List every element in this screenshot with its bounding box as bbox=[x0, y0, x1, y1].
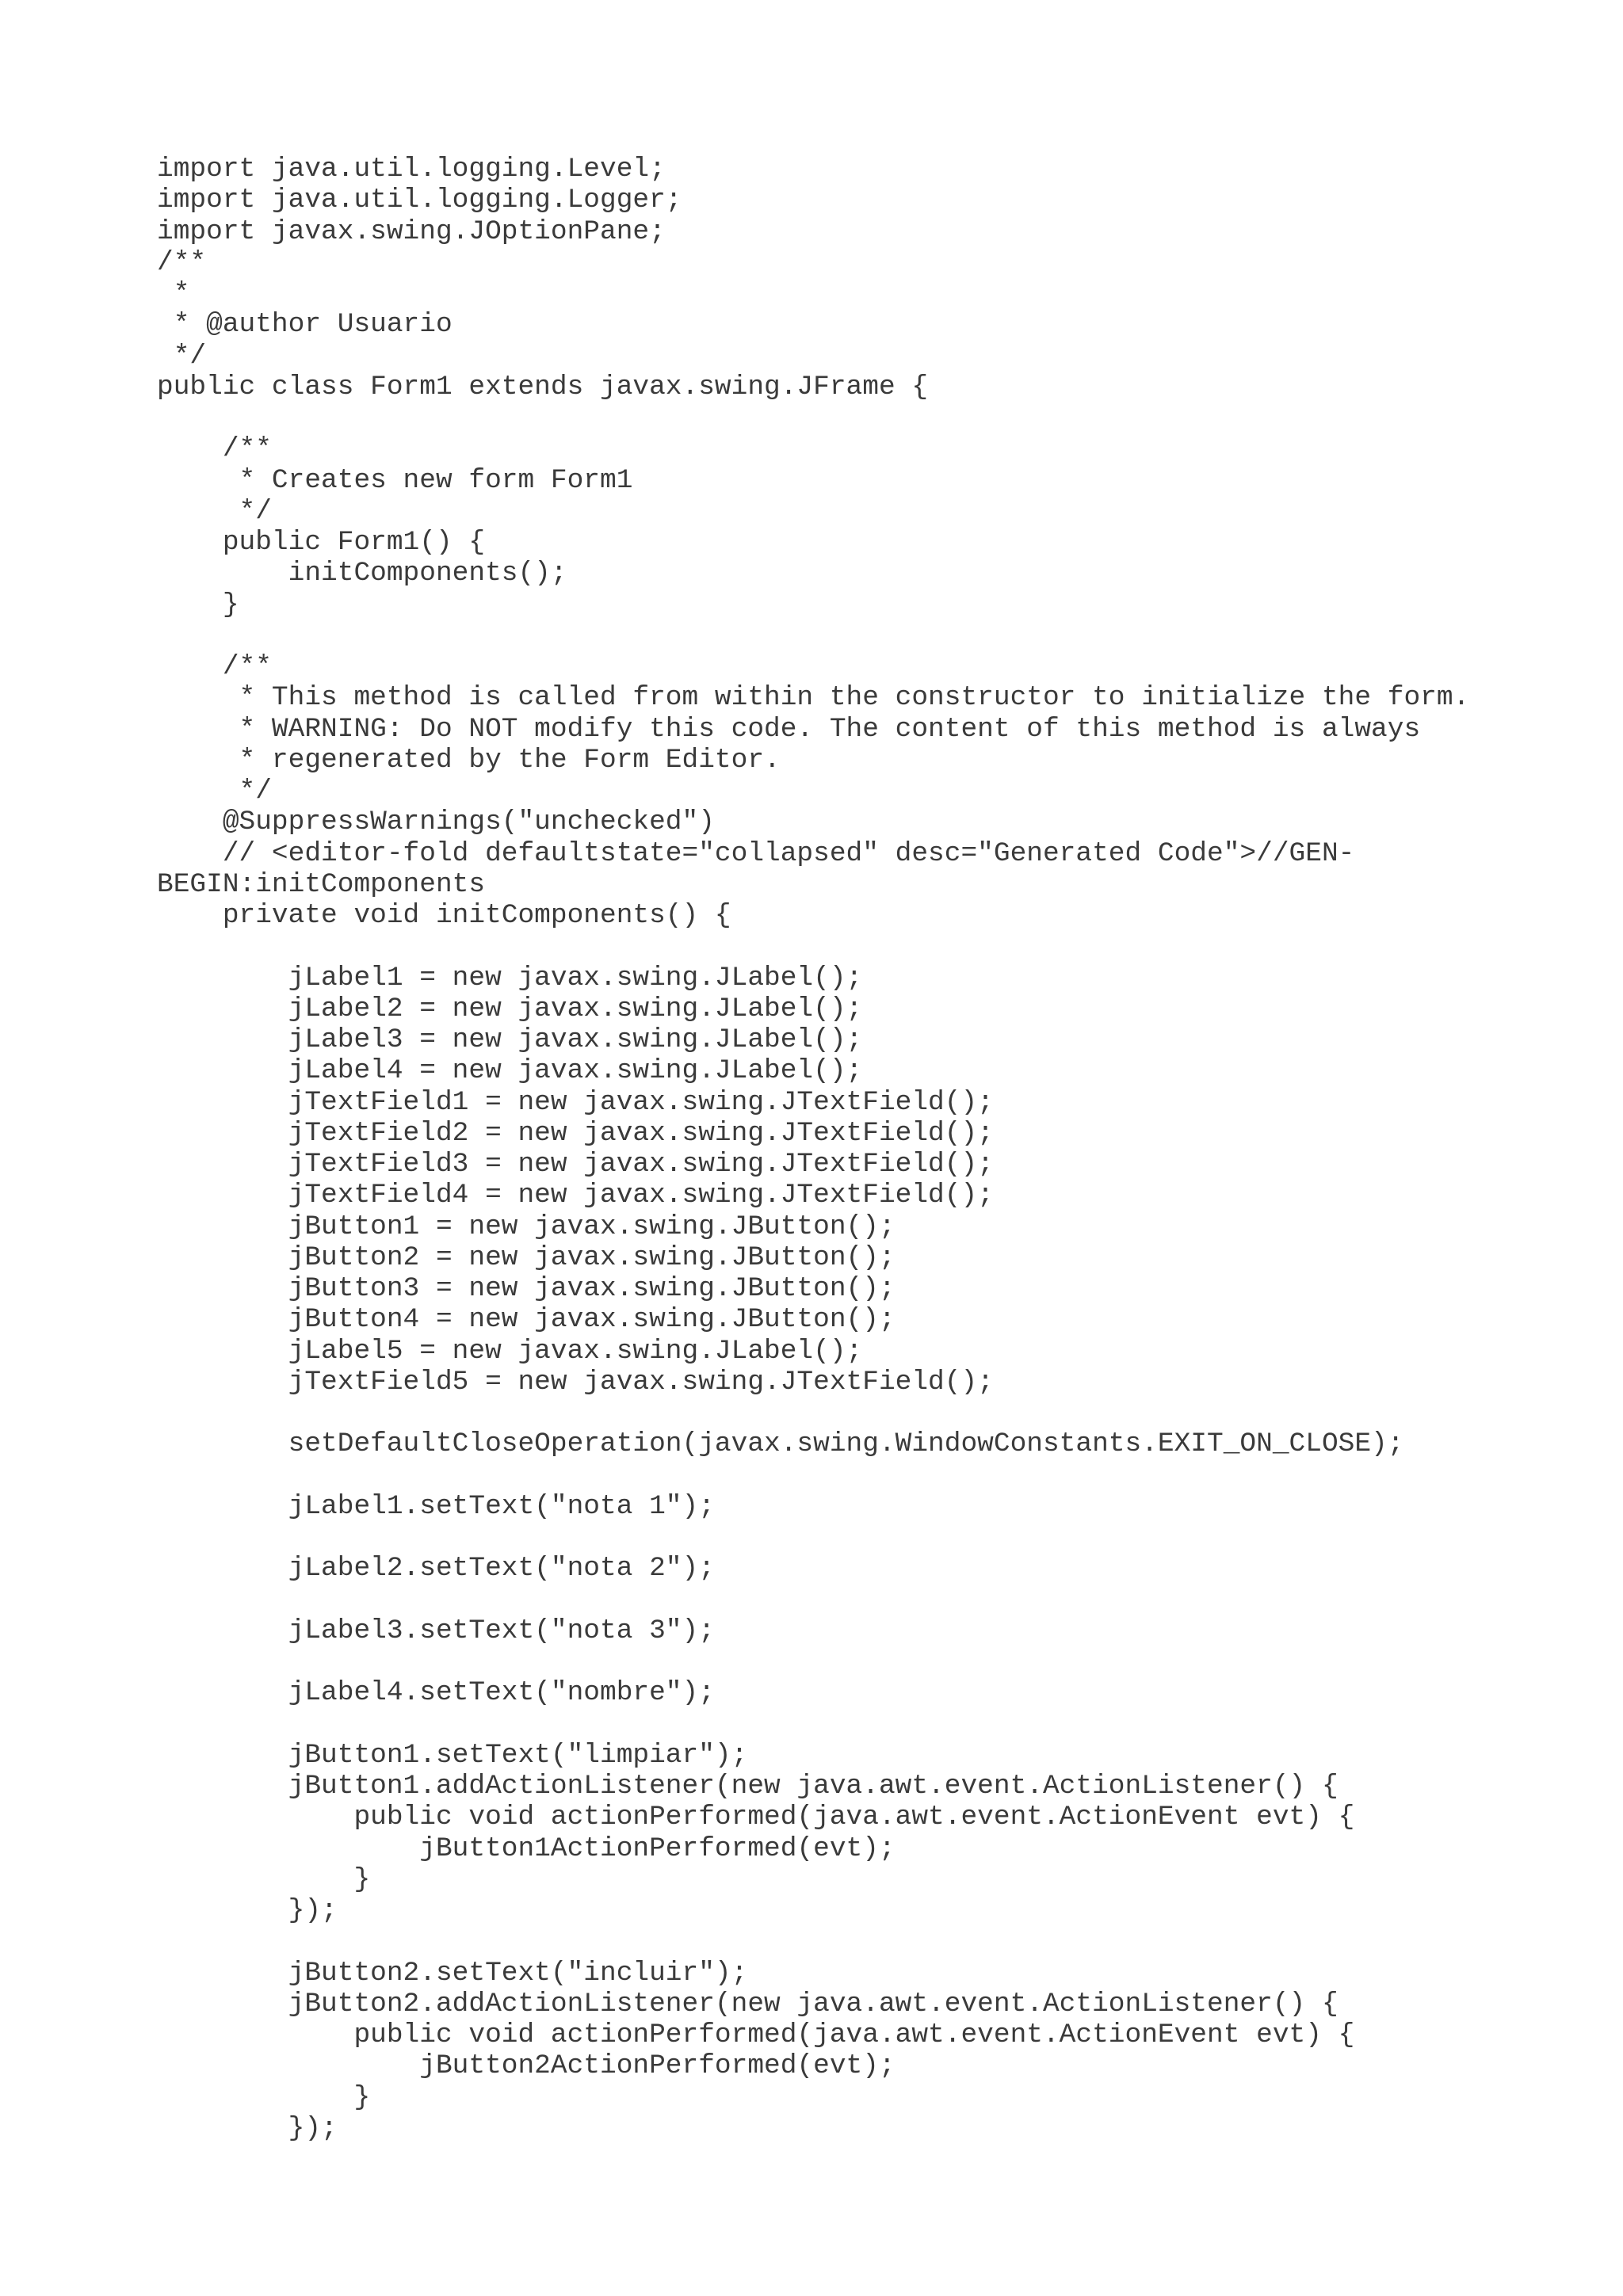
code-line: jTextField1 = new javax.swing.JTextField(); bbox=[157, 1086, 994, 1118]
code-line: * WARNING: Do NOT modify this code. The content of this method is always bbox=[157, 713, 1421, 745]
code-line: private void initComponents() { bbox=[157, 900, 731, 931]
code-line: setDefaultCloseOperation(javax.swing.WindowConstants.EXIT_ON_CLOSE); bbox=[157, 1428, 1404, 1460]
code-line: jButton2 = new javax.swing.JButton(); bbox=[157, 1241, 896, 1273]
code-line bbox=[157, 1926, 1469, 1957]
code-line: BEGIN:initComponents bbox=[157, 868, 486, 900]
code-line bbox=[157, 931, 1469, 962]
code-line: */ bbox=[157, 495, 272, 527]
code-line: jButton1ActionPerformed(evt); bbox=[157, 1833, 896, 1864]
code-line: jLabel3 = new javax.swing.JLabel(); bbox=[157, 1024, 863, 1055]
code-line: * This method is called from within the constructor to initialize the form. bbox=[157, 682, 1470, 714]
code-line: public class Form1 extends javax.swing.JFrame { bbox=[157, 371, 929, 402]
code-line bbox=[157, 1646, 1469, 1677]
code-line bbox=[157, 1398, 1469, 1428]
code-line: @SuppressWarnings("unchecked") bbox=[157, 807, 715, 838]
code-line: } bbox=[157, 589, 239, 620]
code-line: jLabel1.setText("nota 1"); bbox=[157, 1490, 715, 1522]
code-line: import java.util.logging.Logger; bbox=[157, 185, 682, 216]
code-line: jButton2.setText("incluir"); bbox=[157, 1957, 748, 1989]
code-line: jButton4 = new javax.swing.JButton(); bbox=[157, 1304, 896, 1336]
code-line: jLabel5 = new javax.swing.JLabel(); bbox=[157, 1335, 863, 1367]
code-line: import java.util.logging.Level; bbox=[157, 154, 666, 185]
code-line bbox=[157, 402, 1469, 433]
code-line: * bbox=[157, 278, 190, 309]
code-line: public void actionPerformed(java.awt.event.ActionEvent evt) { bbox=[157, 2019, 1355, 2050]
code-line: jButton1.addActionListener(new java.awt.event.ActionListener() { bbox=[157, 1771, 1338, 1802]
code-line: public void actionPerformed(java.awt.event.ActionEvent evt) { bbox=[157, 1802, 1355, 1833]
code-line: /** bbox=[157, 651, 272, 682]
code-line: } bbox=[157, 2081, 371, 2113]
code-line: jTextField3 = new javax.swing.JTextField(); bbox=[157, 1149, 994, 1180]
code-line: // <editor-fold defaultstate="collapsed" desc="Generated Code">//GEN- bbox=[157, 837, 1355, 869]
code-line: * @author Usuario bbox=[157, 309, 453, 341]
code-line: jLabel3.setText("nota 3"); bbox=[157, 1615, 715, 1646]
code-line: jButton3 = new javax.swing.JButton(); bbox=[157, 1273, 896, 1304]
code-line bbox=[157, 1460, 1469, 1491]
source-code-block bbox=[157, 154, 1469, 2144]
code-line bbox=[157, 1522, 1469, 1553]
code-line: jTextField2 = new javax.swing.JTextField(); bbox=[157, 1117, 994, 1149]
code-line: */ bbox=[157, 340, 207, 372]
code-line bbox=[157, 1709, 1469, 1740]
code-line: */ bbox=[157, 776, 272, 807]
code-line: jButton2.addActionListener(new java.awt.event.ActionListener() { bbox=[157, 1988, 1338, 2019]
code-line: /** bbox=[157, 246, 207, 278]
code-line: jLabel4 = new javax.swing.JLabel(); bbox=[157, 1055, 863, 1087]
code-line: jButton1 = new javax.swing.JButton(); bbox=[157, 1211, 896, 1242]
code-line: jTextField4 = new javax.swing.JTextField(); bbox=[157, 1180, 994, 1211]
code-line: }); bbox=[157, 2112, 338, 2144]
code-line bbox=[157, 620, 1469, 651]
code-line: jTextField5 = new javax.swing.JTextField(); bbox=[157, 1366, 994, 1398]
code-line: import javax.swing.JOptionPane; bbox=[157, 215, 666, 247]
code-line: * Creates new form Form1 bbox=[157, 464, 633, 496]
code-line: jLabel2.setText("nota 2"); bbox=[157, 1553, 715, 1585]
code-line: initComponents(); bbox=[157, 558, 567, 589]
code-line: jLabel4.setText("nombre"); bbox=[157, 1677, 715, 1709]
code-line: } bbox=[157, 1863, 371, 1895]
code-line: jLabel2 = new javax.swing.JLabel(); bbox=[157, 993, 863, 1024]
code-line: /** bbox=[157, 433, 272, 465]
code-line: jButton2ActionPerformed(evt); bbox=[157, 2050, 896, 2082]
code-line: public Form1() { bbox=[157, 527, 486, 558]
code-line: jButton1.setText("limpiar"); bbox=[157, 1739, 748, 1771]
code-line: jLabel1 = new javax.swing.JLabel(); bbox=[157, 962, 863, 994]
code-line bbox=[157, 1585, 1469, 1615]
code-line: * regenerated by the Form Editor. bbox=[157, 744, 781, 776]
code-line: }); bbox=[157, 1895, 338, 1926]
